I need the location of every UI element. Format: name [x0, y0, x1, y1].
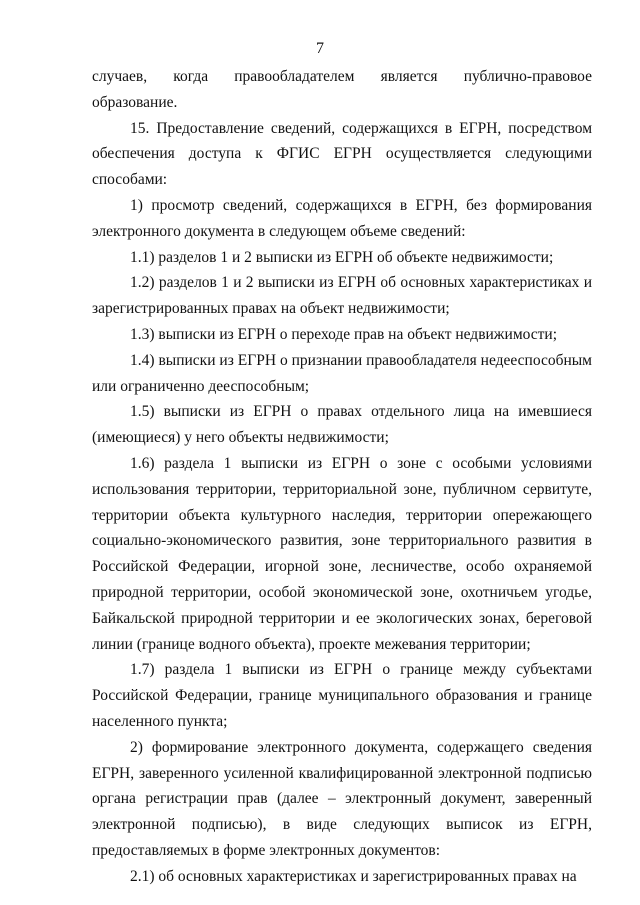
paragraph-1-4: 1.4) выписки из ЕГРН о признании правообладателя недееспособным или ограниченно дееспособным; — [92, 351, 592, 395]
paragraph-1-5: 1.5) выписки из ЕГРН о правах отдельного лица на имевшиеся (имеющиеся) у него объекты недвижимости; — [92, 403, 592, 447]
paragraph-1: 1) просмотр сведений, содержащихся в ЕГРН, без формирования электронного документа в следующем объеме сведений: — [92, 196, 592, 240]
paragraph-15: 15. Предоставление сведений, содержащихся в ЕГРН, посредством обеспечения доступа к ФГИС ЕГРН осуществляется следующими способами: — [92, 119, 592, 189]
paragraph-1-7: 1.7) раздела 1 выписки из ЕГРН о границе между субъектами Российской Федерации, границе муниципального образования и границе населенного пункта; — [92, 661, 592, 730]
paragraph-2: 2) формирование электронного документа, содержащего сведения ЕГРН, заверенного усиленной квалифицированной электронной подписью органа регистрации прав (далее – электронный документ, заверенный электронной подписью), в виде следующих выписок из ЕГРН, предоставляемых в форме электронных документов: — [92, 738, 592, 859]
paragraph-1-6: 1.6) раздела 1 выписки из ЕГРН о зоне с особыми условиями использования территории, территориальной зоне, публичном сервитуте, территории объекта культурного наследия, территории опережающего социально-экономического развития, зоне территориального развития в Российской Федерации, игорной зоне, лесничестве, особо охраняемой природной территории, особой экономической зоне, охотничьем угодье, Байкальской природной территории и ее экологических зонах, береговой линии (границе водного объекта), проекте межевания территории; — [92, 454, 592, 653]
paragraph-1-2: 1.2) разделов 1 и 2 выписки из ЕГРН об основных характеристиках и зарегистрированных правах на объект недвижимости; — [92, 274, 592, 318]
paragraph-1-3: 1.3) выписки из ЕГРН о переходе прав на объект недвижимости; — [130, 325, 558, 343]
paragraph-2-1: 2.1) об основных характеристиках и зарегистрированных правах на — [130, 867, 577, 885]
paragraph-1-1: 1.1) разделов 1 и 2 выписки из ЕГРН об объекте недвижимости; — [130, 248, 554, 266]
paragraph-continuation: случаев, когда правообладателем является публично-правовое образование. — [92, 68, 592, 111]
page-number: 7 — [316, 40, 324, 57]
document-body — [92, 64, 592, 890]
